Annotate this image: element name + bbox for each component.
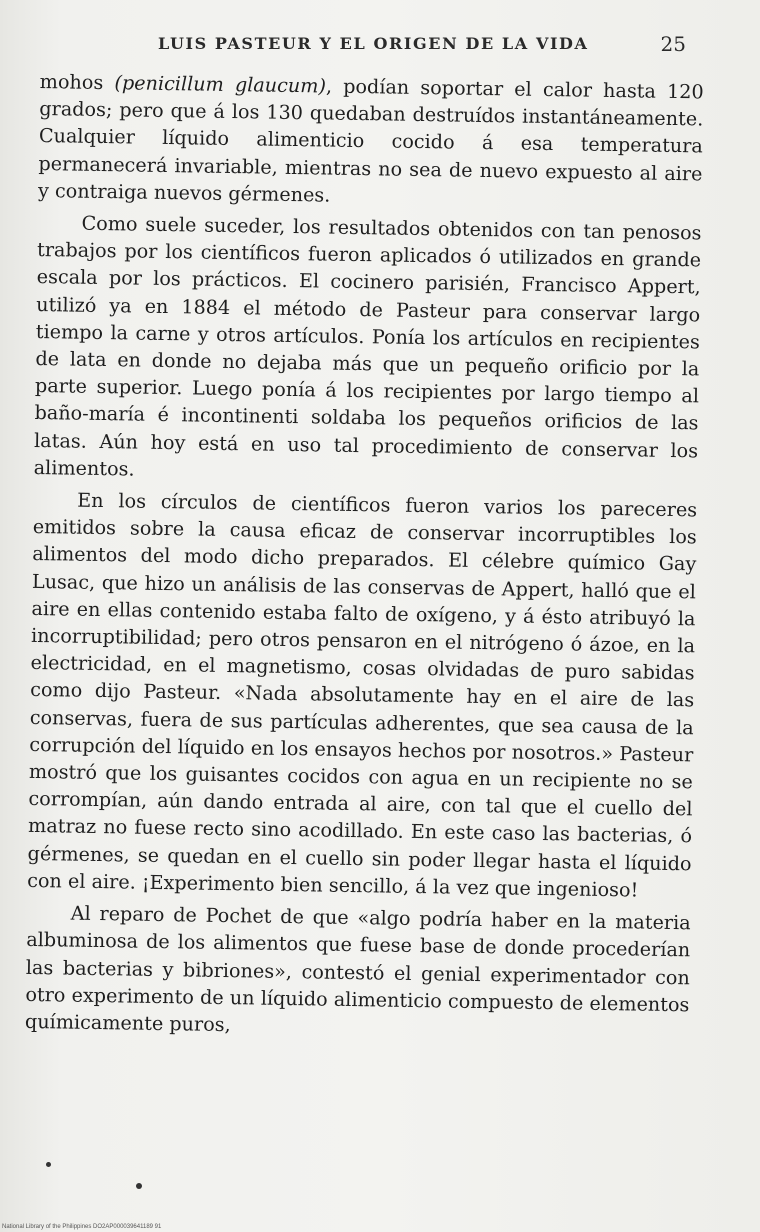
ink-spot [46, 1162, 51, 1167]
paragraph-3-text: En los círculos de científicos fueron varios los pareceres emitidos sobre la causa eficaz de conservar incorruptibles los alimentos del modo dicho preparados. El célebre químico Gay Lusac, que hizo un análisis de las conservas de Appert, halló que el aire en ellas contenido estaba falto de oxígeno, y á ésto atribuyó la incorruptibilidad; pero otros pensaron en el nitrógeno ó ázoe, en la electricidad, en el magnetismo, cosas olvidadas de puro sabidas como dijo Pasteur. «Nada absolutamente hay en el aire de las conservas, fuera de sus partículas adherentes, que sea causa de la corrupción del líquido en los ensayos hechos por nosotros.» Pasteur mostró que los guisantes cocidos con agua en un recipiente no se corrompían, aún dando entrada al aire, con tal que el cuello del matraz no fuese recto sino acodillado. En este caso las bacterias, ó gérmenes, se quedan en el cuello sin poder llegar hasta el líquido con el aire. ¡Experimento bien sencillo, á la vez que ingenioso! [27, 488, 698, 902]
body-text [25, 68, 704, 1045]
page-number: 25 [660, 32, 686, 56]
scan-credit: National Library of the Philippines DO2AP000039641189 91 [2, 1224, 162, 1230]
paragraph-2-text: Como suele suceder, los resultados obtenidos con tan penosos trabajos por los científicos fueron aplicados ó utilizados en grande escala por los prácticos. El cocinero parisién, Francisco Appert, utilizó ya en 1884 el método de Pasteur para conservar largo tiempo la carne y otros artículos. Ponía los artículos en recipientes de lata en donde no dejaba más que un pequeño orificio por la parte superior. Luego ponía á los recipientes por largo tiempo al baño-maría é incontinenti soldaba los pequeños orificios de las latas. Aún hoy está en uso tal procedimiento de conservar los alimentos. [33, 211, 702, 481]
species-name: (penicillum glaucum) [114, 71, 327, 98]
page-header [158, 34, 698, 64]
paragraph-2 [34, 209, 702, 491]
ink-spot [136, 1183, 142, 1189]
running-title: LUIS PASTEUR Y EL ORIGEN DE LA VIDA [158, 34, 589, 53]
paragraph-3 [27, 486, 697, 904]
paragraph-1-text: mohos [39, 69, 115, 95]
paragraph-1 [38, 68, 704, 214]
paragraph-4-text: Al reparo de Pochet de que «algo podría haber en la materia albuminosa de los alimentos que fuese base de donde procederían las bacterias y bibriones», contestó el genial experimentador con otro experimento de un líquido alimenticio compuesto de elementos químicamente puros, [24, 901, 691, 1037]
paragraph-1-text-cont: , podían soportar el calor hasta 120 grados; pero que á los 130 quedaban destruídos instantáneamente. Cualquier líquido alimenticio cocido á esa temperatura permanecerá invariable, mientras no sea de nuevo expuesto al aire y contraiga nuevos gérmenes. [37, 74, 704, 207]
paragraph-4 [25, 899, 691, 1045]
